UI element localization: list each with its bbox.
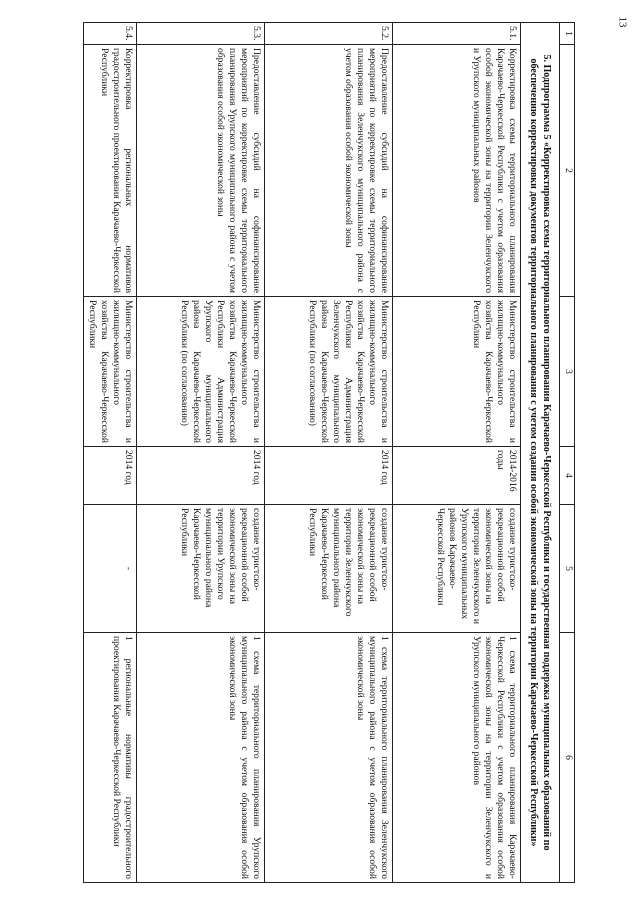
section-title-row [521,23,560,883]
table-row [137,23,265,883]
indicator-cell: 1 схема территориального планирования Зеленчукского муниципального района с учетом образования особой экономической зоны [265,633,393,883]
result-cell: - [84,505,137,633]
page-number: 13 [616,16,629,28]
column-number: 5 [560,505,575,633]
column-number-row [560,23,575,883]
executor-cell: Министерство строительства и жилищно-коммунального хозяйства Карачаево-Черкесской Республики [84,297,137,447]
term-cell: 2014 год [265,447,393,505]
activity-cell: Предоставление субсидий на софинансирование мероприятий по корректировке схемы территориального планирования Урупского муниципального района с учетом образования особой экономической зоны [137,45,265,297]
result-cell: создание туристско-рекреационной особой экономической зоны на территории Урупского муниципального района Карачаево-Черкесской Республики [137,505,265,633]
term-cell: 2014-2016 годы [393,447,521,505]
row-number: 5.1. [393,23,521,45]
column-number: 4 [560,447,575,505]
term-cell: 2014 год [137,447,265,505]
document-sheet [45,22,575,882]
column-number: 6 [560,633,575,883]
row-number: 5.3. [137,23,265,45]
rotated-table-container [45,22,575,882]
activity-cell: Предоставление субсидий на софинансирование мероприятий по корректировке схемы территориального планирования Зеленчукского муниципального района с учетом образования особой экономической зоны [265,45,393,297]
table-row [265,23,393,883]
activity-cell: Корректировка схемы территориального планирования Карачаево-Черкесской Республики с учетом образования особой экономической зоны на территории Зеленчукского и Урупского муниципальных районов [393,45,521,297]
result-cell: создание туристско-рекреационной особой экономической зоны на территории Зеленчукского и Урупского муниципальных районов Карачаево-Черкесской Республики [393,505,521,633]
row-number: 5.2. [265,23,393,45]
column-number: 2 [560,45,575,297]
column-number: 3 [560,297,575,447]
indicator-cell: 1 схема территориального планирования Карачаево-Черкесской Республики с учетом образования особой экономической зоны на территории Зеленчукского и Урупского муниципального районов [393,633,521,883]
column-number: 1 [560,23,575,45]
executor-cell: Министерство строительства и жилищно-коммунального хозяйства Карачаево-Черкесской Республики [393,297,521,447]
indicator-cell: 1 схема территориального планирования Урупского муниципального района с учетом образования особой экономической зоны [137,633,265,883]
table-row [393,23,521,883]
indicator-cell: 1 региональные нормативы градостроительного проектирования Карачаево-Черкесской Республики [84,633,137,883]
result-cell: создание туристско-рекреационной особой экономической зоны на территории Зеленчукского муниципального района Карачаево-Черкесской Республики [265,505,393,633]
section-title: 5. Подпрограмма 5 «Корректировка схемы территориального планирования Карачаево-Черкесской Республики и государственная поддержка муниципальных образований по обеспечению корректировки документов территориального планирования с учетом создания особой экономической зоны на территории Карачаево-Черкесской Республики» [521,23,560,883]
executor-cell: Министерство строительства и жилищно-коммунального хозяйства Карачаево-Черкесской Республики Администрация Зеленчукского муниципального района Карачаево-Черкесской Республики (по согласованию) [265,297,393,447]
activity-cell: Корректировка региональных нормативов градостроительного проектирования Карачаево-Черкесской Республики [84,45,137,297]
program-table [83,22,575,883]
executor-cell: Министерство строительства и жилищно-коммунального хозяйства Карачаево-Черкесской Республики Администрация Урупского муниципального района Карачаево-Черкесской Республики (по согласованию) [137,297,265,447]
row-number: 5.4. [84,23,137,45]
term-cell: 2014 год [84,447,137,505]
table-row [84,23,137,883]
